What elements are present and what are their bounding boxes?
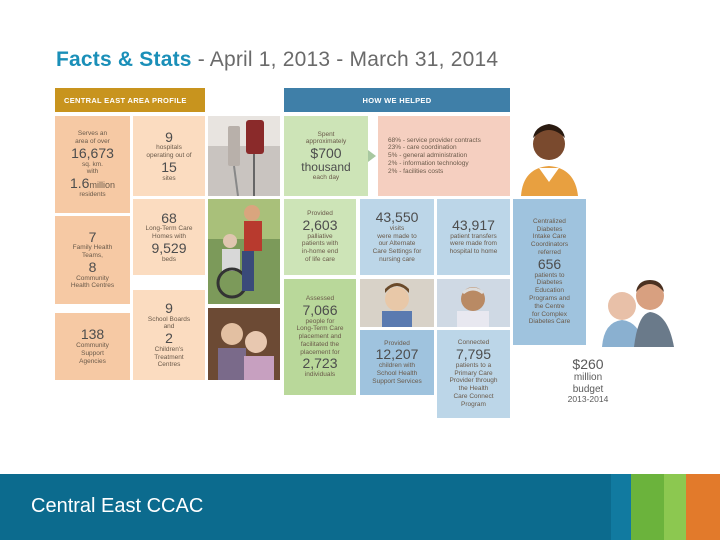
beds-num: 9,529 [151,239,187,256]
budget-l3: 2013-2014 [567,394,609,405]
area-l4: with [86,168,99,176]
breakdown-item: 23% - care coordination [388,144,457,152]
footer-stripe-blue [611,474,631,540]
spent-l2: approximately [305,138,347,146]
footer-stripe-lightgreen [664,474,686,540]
area-l1: Serves an [77,130,108,138]
diabetes-l1: Centralized [533,217,566,225]
connected-l3: Primary Care [454,369,493,377]
transfers-num: 43,917 [452,216,495,233]
visits-l3: our Alternate [378,240,416,248]
area-num: 16,673 [71,144,114,161]
school-l1: Provided [384,339,410,347]
helped-header: HOW WE HELPED [284,88,510,112]
assessed-l2: people for [305,317,335,325]
fht-num: 7 [88,228,97,245]
connected-l6: Care Connect [453,393,494,401]
breakdown-item: 2% - information technology [388,159,469,167]
title-bold: Facts & Stats [56,48,192,71]
palliative-cell [284,199,356,275]
diabetes-l5: referred [538,249,561,257]
assessed-l7: individuals [304,371,336,379]
breakdown-item: 68% - service provider contracts [388,136,481,144]
organization-name: Central East CCAC [31,495,204,517]
transfers-cell [437,199,510,275]
diabetes-l10: the Centre [534,302,565,310]
population-unit: million [89,180,115,191]
budget-block [548,356,628,405]
footer-stripe-orange [686,474,720,540]
area-l5: residents [79,190,106,198]
palliative-num: 2,603 [302,216,338,233]
palliative-l3: patients with [301,240,339,248]
connected-num: 7,795 [455,346,492,363]
ltc-l3: beds [161,255,177,263]
population-num: 1.6 [70,175,90,192]
spent-num: $700 [310,145,342,162]
visits-l2: were made to [377,232,417,240]
visits-cell [360,199,434,275]
diabetes-l3: Intake Care [532,233,567,241]
boards-l3: Children's [154,345,184,353]
diabetes-cell [513,199,586,345]
diabetes-num: 656 [537,255,562,272]
arrow-right-icon [368,150,376,162]
area-cell [55,116,130,213]
transfers-l2: were made from [450,240,497,248]
boards-l1: School Boards [147,315,191,323]
fht-l4: Health Centres [70,282,115,290]
hospitals-l3: sites [162,174,176,182]
csa-l1: Community [76,342,109,350]
page-title [56,48,498,72]
ltc-l1: Long-Term Care [145,225,193,233]
palliative-l1: Provided [307,210,333,218]
diabetes-l7: Diabetes [536,279,563,287]
placed-num: 2,723 [302,355,338,372]
visits-l4: Care Settings for [372,248,422,256]
school-num: 12,207 [375,346,419,363]
hospitals-cell [133,116,205,196]
connected-l4: Provider through [449,377,498,385]
patient-couple-photo [588,272,681,347]
profile-header: CENTRAL EAST AREA PROFILE [55,88,205,112]
nurse-photo [513,116,586,196]
spent-l3: thousand [301,159,351,174]
connected-l2: patients to a [455,361,492,369]
budget-l2: budget [572,383,604,395]
school-cell [360,330,434,395]
assessed-l6: placement for [300,348,340,356]
transfers-l1: patient transfers [450,232,497,240]
diabetes-l8: Education [535,287,564,295]
area-l2: area of over [75,138,110,146]
sites-num: 15 [161,158,177,175]
ltc-l2: Homes with [152,233,186,241]
spent-l4: each day [312,173,340,181]
spending-breakdown [378,116,510,196]
school-l4: Support Services [372,377,422,385]
boards-l5: Centres [157,361,181,369]
csa-l3: Agencies [79,357,106,365]
visits-l1: visits [389,224,405,232]
spent-l1: Spent [317,130,335,138]
diabetes-l2: Diabetes [536,225,563,233]
csa-cell [55,313,130,380]
assessed-l3: Long-Term Care [296,325,344,333]
school-l2: children with [378,362,416,370]
breakdown-item: 2% - facilities costs [388,167,444,175]
palliative-l5: of life care [305,256,335,264]
hospitals-num: 9 [165,128,173,145]
hospitals-l1: hospitals [156,144,182,152]
child-photo [360,279,434,327]
visits-num: 43,550 [375,209,419,226]
budget-l1: million [573,372,603,384]
diabetes-l11: for Complex [531,310,568,318]
hospitals-l2: operating out of [146,152,192,160]
wheelchair-photo [208,199,280,304]
diabetes-l6: patients to [534,271,565,279]
iv-drip-photo [208,116,280,196]
area-l3: sq. km. [82,160,103,168]
budget-amount: $260 [572,356,604,372]
boards-l4: Treatment [154,353,184,361]
title-dates: - April 1, 2013 - March 31, 2014 [191,48,499,71]
footer-stripe-green [631,474,664,540]
senior-man-photo [437,279,510,327]
palliative-l2: palliative [307,232,333,240]
transfers-l3: hospital to home [449,248,498,256]
csa-num: 138 [80,326,105,343]
fht-l3: Community [76,274,109,282]
boards-l2: and [163,323,175,331]
palliative-l4: in-home end [301,248,339,256]
fht-l1: Family Health [72,244,113,252]
connected-l5: the Health [458,385,489,393]
csa-l2: Support [81,349,104,357]
assessed-l4: placement and [298,333,342,341]
ltc-num: 68 [161,209,177,226]
treatment-num: 2 [165,330,173,347]
assessed-cell [284,279,356,395]
school-l3: School Health [376,369,418,377]
diabetes-l12: Diabetes Care [528,318,571,326]
elderly-couple-photo [208,308,280,380]
connected-cell [437,330,510,418]
spent-cell [284,116,368,196]
assessed-num: 7,066 [302,301,338,318]
connected-l1: Connected [457,339,490,347]
boards-cell [133,290,205,380]
diabetes-l9: Programs and [529,294,570,302]
fht-cell [55,216,130,304]
fht-l2: Teams, [82,252,103,260]
boards-num: 9 [165,299,173,316]
visits-l5: nursing care [379,256,415,264]
breakdown-item: 5% - general administration [388,152,468,160]
chc-num: 8 [88,259,97,275]
connected-l7: Program [461,400,486,408]
diabetes-l4: Coordinators [530,241,569,249]
assessed-l1: Assessed [305,295,335,303]
assessed-l5: facilitated the [300,340,340,348]
ltc-cell [133,199,205,275]
